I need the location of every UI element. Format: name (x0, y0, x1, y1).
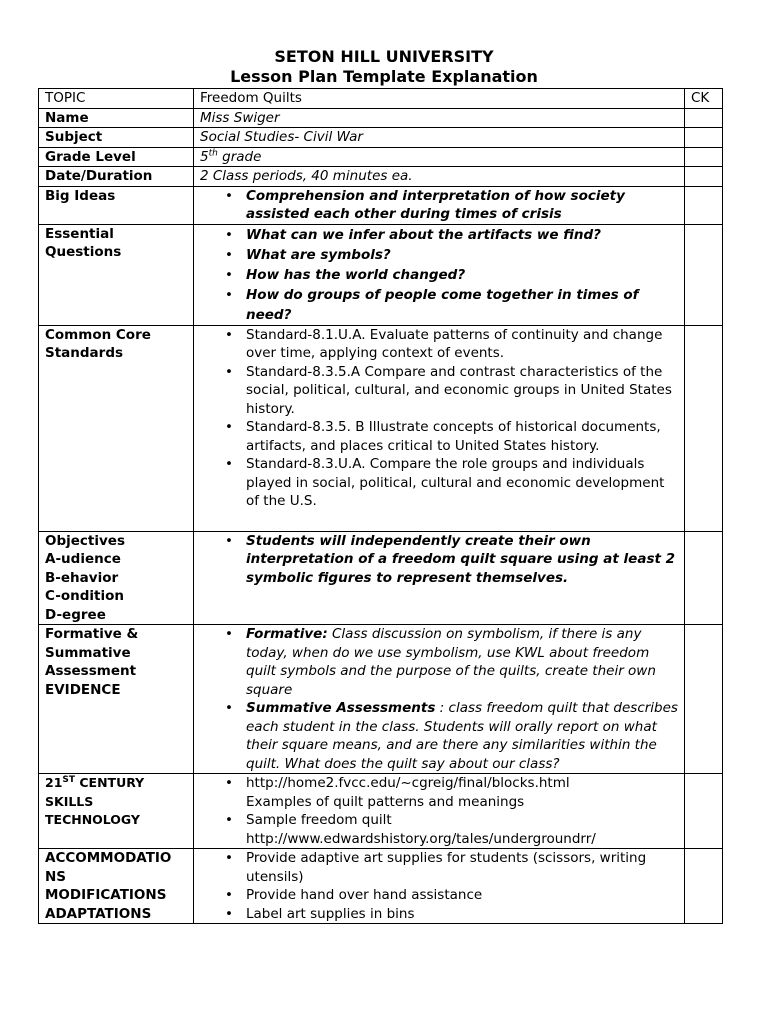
university-name: SETON HILL UNIVERSITY (274, 47, 494, 66)
resource-description: • Sample freedom quilt (246, 812, 392, 828)
label-line: Assessment (45, 663, 137, 679)
label-line (45, 774, 187, 793)
label-line: TECHNOLOGY (45, 812, 140, 827)
value-grade (194, 147, 685, 167)
ck-cell (685, 625, 723, 774)
label-name: Name (39, 108, 194, 128)
list-item: • What are symbols? (246, 245, 678, 265)
ck-cell (685, 224, 723, 325)
list-item: • Label art supplies in bins (246, 905, 678, 924)
list-item (246, 699, 678, 773)
value-accommodations (194, 849, 685, 924)
label-line: NS (45, 868, 67, 885)
label-line: Standards (45, 345, 124, 361)
table-row-duration (39, 167, 723, 187)
label-sup: ST (62, 774, 76, 785)
label-standards (39, 325, 194, 531)
table-row-accommodations (39, 849, 723, 924)
label-big-ideas: Big Ideas (39, 186, 194, 224)
list-item: • Standard-8.3.5.A Compare and contrast characteristics of the social, political, cultural, and economic groups in United States history. (246, 363, 678, 419)
ck-cell (685, 108, 723, 128)
formative-text: Class discussion on symbolism, if there is any today, when do we use symbolism, use KWL about freedom quilt symbols and the purpose of the quilts, create their own square (246, 626, 656, 698)
label-line: Objectives (45, 532, 125, 549)
value-21st-century (194, 774, 685, 849)
table-row-topic (39, 89, 723, 109)
label-line: SKILLS (45, 793, 94, 809)
label-line: EVIDENCE (45, 681, 121, 698)
table-row-big-ideas (39, 186, 723, 224)
grade-suffix: th (208, 148, 218, 158)
ck-cell (685, 325, 723, 531)
table-row-standards (39, 325, 723, 531)
ck-cell (685, 167, 723, 187)
label-part: CENTURY (75, 775, 145, 790)
value-name: Miss Swiger (194, 108, 685, 128)
label-line: Summative (45, 644, 131, 661)
list-item: • How do groups of people come together in times of need? (246, 285, 678, 325)
label-duration: Date/Duration (39, 167, 194, 187)
label-topic: TOPIC (39, 89, 194, 109)
table-row-assessment (39, 625, 723, 774)
ck-cell (685, 128, 723, 148)
label-line: A-udience (45, 551, 121, 567)
label-line: Common Core (45, 326, 151, 343)
label-part: 21 (45, 775, 63, 790)
resource-link[interactable]: http://www.edwardshistory.org/tales/undergroundrr/ (246, 830, 596, 847)
value-standards (194, 325, 685, 531)
grade-word: grade (217, 148, 262, 165)
label-21st-century (39, 774, 194, 849)
table-row-subject (39, 128, 723, 148)
list-item: • Comprehension and interpretation of how society assisted each other during times of crisis (246, 187, 678, 224)
table-row-objectives (39, 531, 723, 625)
list-item: • Students will independently create their own interpretation of a freedom quilt square using at least 2 symbolic figures to represent themselves. (246, 532, 678, 588)
summative-text: : class freedom quilt that describes each student in the class. Students will orally report on what their square means, and are there any similarities within the quilt. What does the quilt say about our class? (246, 700, 678, 772)
list-item: • Standard-8.3.U.A. Compare the role groups and individuals played in social, political, cultural and economic development of the U.S. (246, 455, 678, 511)
grade-number: 5 (200, 148, 209, 165)
document-header (0, 47, 768, 87)
label-line: B-ehavior (45, 569, 119, 586)
value-assessment (194, 625, 685, 774)
ck-cell (685, 774, 723, 849)
value-big-ideas (194, 186, 685, 224)
value-essential-questions (194, 224, 685, 325)
resource-link[interactable]: • http://home2.fvcc.edu/~cgreig/final/blocks.html (246, 775, 570, 791)
ck-cell (685, 186, 723, 224)
label-assessment (39, 625, 194, 774)
list-item: • What can we infer about the artifacts we find? (246, 225, 678, 245)
value-objectives (194, 531, 685, 625)
table-row-name (39, 108, 723, 128)
label-line: Essential (45, 225, 114, 242)
lesson-plan-table (38, 88, 723, 924)
label-line: D-egree (45, 606, 106, 623)
list-item: • Provide adaptive art supplies for students (scissors, writing utensils) (246, 849, 678, 886)
label-subject: Subject (39, 128, 194, 148)
value-subject: Social Studies- Civil War (194, 128, 685, 148)
list-item: • Provide hand over hand assistance (246, 886, 678, 905)
ck-cell (685, 849, 723, 924)
label-objectives (39, 531, 194, 625)
table-row-21st-century (39, 774, 723, 849)
label-essential-questions (39, 224, 194, 325)
value-duration: 2 Class periods, 40 minutes ea. (194, 167, 685, 187)
label-grade: Grade Level (39, 147, 194, 167)
label-line: Questions (45, 244, 122, 260)
value-topic: Freedom Quilts (194, 89, 685, 109)
label-line: ACCOMMODATIO (45, 850, 172, 866)
ck-header: CK (685, 89, 723, 109)
list-item: • Standard-8.1.U.A. Evaluate patterns of continuity and change over time, applying context of events. (246, 326, 678, 363)
label-line: ADAPTATIONS (45, 905, 152, 922)
ck-cell (685, 531, 723, 625)
label-line: MODIFICATIONS (45, 887, 167, 903)
ck-cell (685, 147, 723, 167)
label-line: Formative & (45, 626, 139, 642)
summative-heading: Summative Assessments (246, 700, 436, 716)
list-item (246, 625, 678, 699)
list-item (246, 774, 678, 811)
list-item: • How has the world changed? (246, 265, 678, 285)
label-line: C-ondition (45, 588, 124, 604)
table-row-essential-questions (39, 224, 723, 325)
table-row-grade (39, 147, 723, 167)
formative-heading: Formative: (246, 626, 328, 642)
label-accommodations (39, 849, 194, 924)
resource-description: Examples of quilt patterns and meanings (246, 793, 525, 810)
document-title: Lesson Plan Template Explanation (230, 67, 538, 86)
list-item (246, 811, 678, 848)
list-item: • Standard-8.3.5. B Illustrate concepts of historical documents, artifacts, and places critical to United States history. (246, 418, 678, 455)
